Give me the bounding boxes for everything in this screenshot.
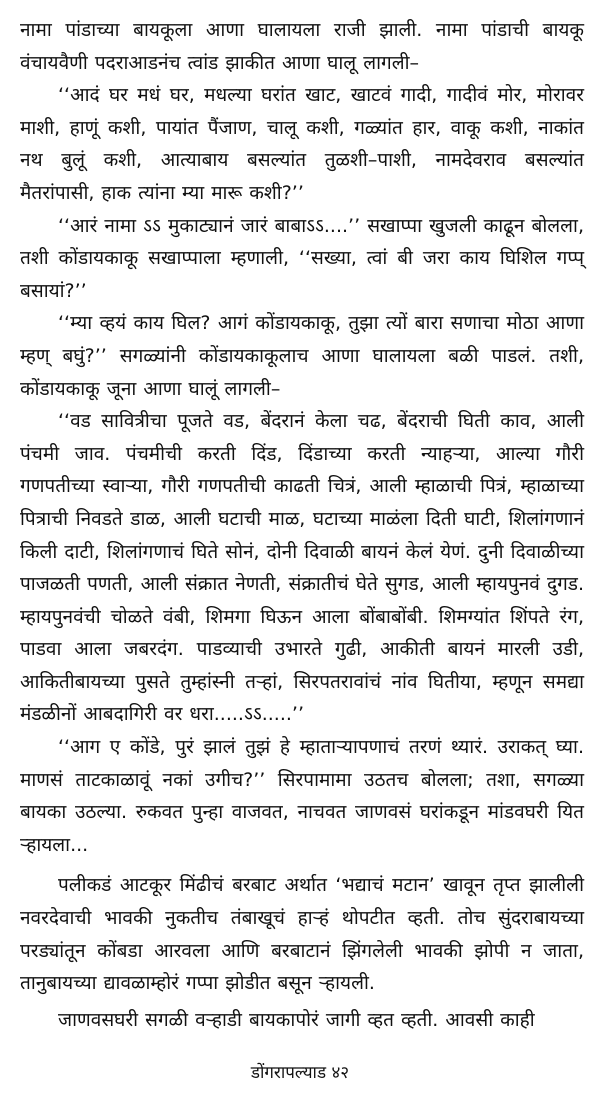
paragraph-4-dialogue: ‘‘म्या व्हयं काय घिल? आगं कोंडायकाकू, तुझा त्यों बारा सणाचा मोठा आणा म्हण् बघुं?’’ सगळ्यांनी कोंडायकाकूलाच आणा घालायला बळी पाडलं. तशी, कोंडायकाकू जूना आणा घालूं लागली– [20, 312, 584, 400]
paragraph-8-narration: जाणवसघरी सगळी वऱ्हाडी बायकापोरं जागी व्हत व्हती. आवसी काही [58, 1008, 535, 1031]
paragraph-3-dialogue: ‘‘आरं नामा ऽऽ मुकाट्यानं जारं बाबाऽऽ....’’ सखाप्पा खुजली काढून बोलला, तशी कोंडायकाकू सखाप्पाला म्हणाली, ‘‘सख्या, त्वां बी जरा काय घिशिल गप्प् बसायां?’’ [20, 214, 584, 302]
page-footer: डोंगरापल्याड ४२ [250, 1063, 350, 1083]
paragraph-5-song: ‘‘वड सावित्रीचा पूजते वड, बेंदरानं केला चढ, बेंदराची घिती काव, आली पंचमी जाव. पंचमीची करती दिंड, दिंडाच्या करती न्याहऱ्या, आल्या गौरी गणपतीच्या स्वाऱ्या, गौरी गणपतीची काढती चित्रं, आली म्हाळाची पित्रं, म्हाळाच्या पित्राची निवडते डाळ, आली घटाची माळ, घटाच्या माळंला दिती घाटी, शिलांगणानं किली दाटी, शिलांगणाचं घिते सोनं, दोनी दिवाळी बायनं केलं येणं. दुनी दिवाळीच्या पाजळती पणती, आली संक्रात नेणती, संक्रातीचं घेते सुगड, आली म्हायपुनवं दुगड. म्हायपुनवंची चोळते वंबी, शिमगा घिऊन आला बोंबाबोंबी. शिमग्यांत शिंपते रंग, पाडवा आला जबरदंग. पाडव्याची उभारते गुढी, आकीती बायनं मारली उडी, आकितीबायच्या पुसते तुम्हांस्नी तऱ्हां, सिरपतरावांचं नांव घितीया, म्हणून समद्या मंडळीनों आबदागिरी वर धरा.....ऽऽ.....’’ [20, 410, 584, 726]
paragraph-1: नामा पांडाच्या बायकूला आणा घालायला राजी झाली. नामा पांडाची बायकू वंचायवैणी पदराआडनंच त्वांड झाकीत आणा घालू लागली– [20, 19, 584, 74]
paragraph-2-song: ‘‘आदं घर मधं घर, मधल्या घरांत खाट, खाटवं गादी, गादीवं मोर, मोरावर माशी, हाणूं कशी, पायांत पैंजाण, चालू कशी, गळ्यांत हार, वाकू कशी, नाकांत नथ बुलूं कशी, आत्याबाय बसल्यांत तुळशी–पाशी, नामदेवराव बसल्यांत मैतरांपासी, हाक त्यांना म्या मारू कशी?’’ [20, 84, 584, 204]
paragraph-6-dialogue: ‘‘आग ए कोंडे, पुरं झालं तुझं हे म्हाताऱ्यापणाचं तरणं थ्यारं. उराकत् घ्या. माणसं ताटकाळावूं नकां उगीच?’’ सिरपामामा उठतच बोलला; तशा, सगळ्या बायका उठल्या. रुकवत पुन्हा वाजवत, नाचवत जाणवसं घरांकडून मांडवघरी यित ऱ्हायला... [20, 736, 584, 856]
paragraph-7-narration: पलीकडं आटकूर मिंढीचं बरबाट अर्थात ‘भद्याचं मटान’ खावून तृप्त झालीली नवरदेवाची भावकी नुकतीच तंबाखूचं हाऱ्हं थोपटीत व्हती. तोच सुंदराबायच्या परड्यांतून कोंबडा आरवला आणि बरबाटानं झिंगलेली भावकी झोपी न जाता, तानुबायच्या द्यावळाम्होरं गप्पा झोडीत बसून ऱ्हायली. [20, 874, 584, 995]
